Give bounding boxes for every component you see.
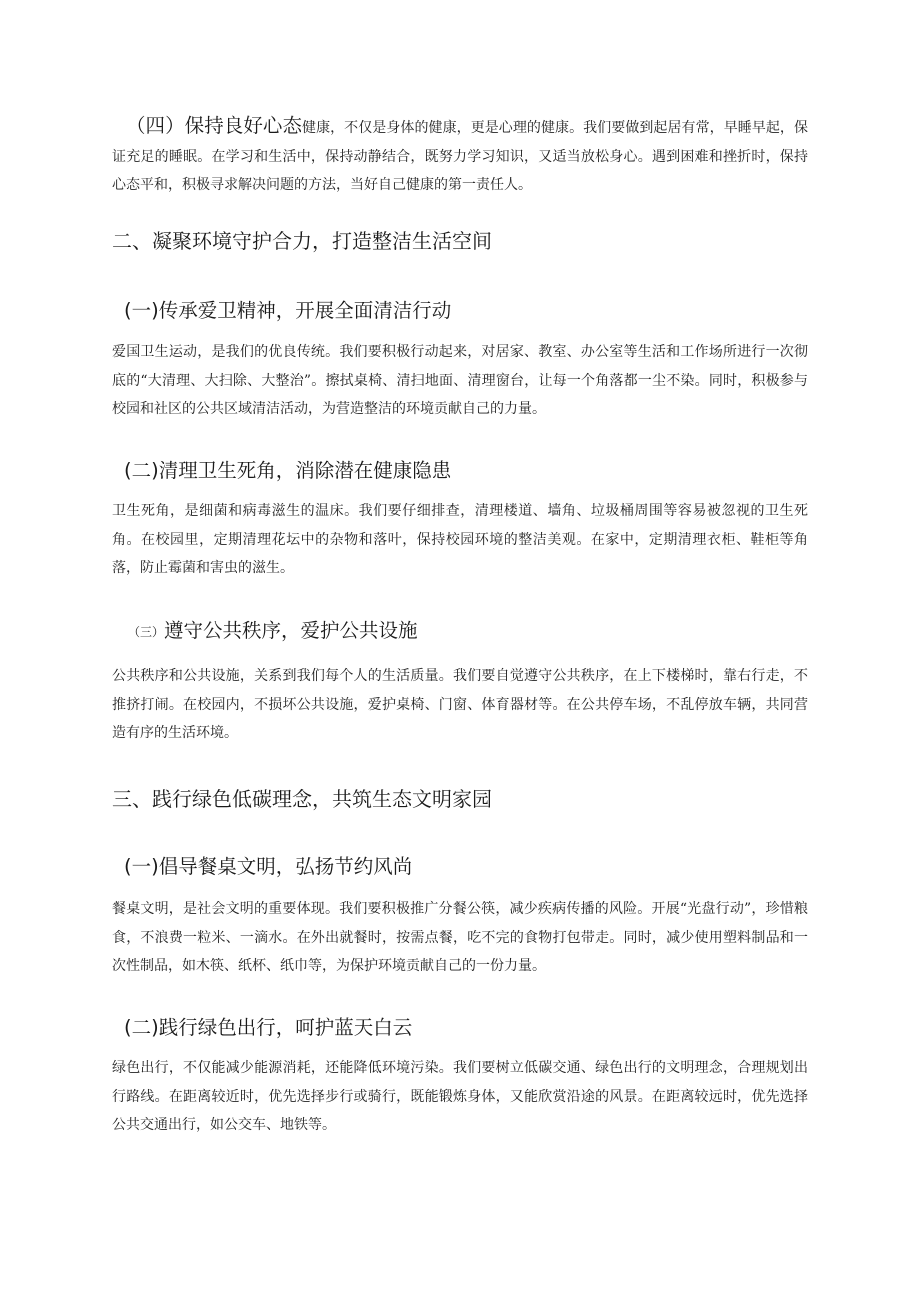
part-2-sub-2-heading: (二)清理卫生死角，消除潜在健康隐患 <box>124 459 452 482</box>
part-3-sub-1-block <box>112 895 808 981</box>
part-3-sub-2-text: 绿色出行，不仅能减少能源消耗，还能降低环境污染。我们要树立低碳交通、绿色出行的文明理念，合理规划出行路线。在距离较近时，优先选择步行或骑行，既能锻炼身体，又能欣赏沿途的风景。在距离较远时，优先选择公共交通出行，如公交车、地铁等。 <box>112 1060 808 1133</box>
part-3-sub-2-block <box>112 1054 808 1140</box>
part-2-sub-3-heading: 遵守公共秩序，爱护公共设施 <box>164 619 418 642</box>
part-3-sub-2-heading: (二)践行绿色出行，呵护蓝天白云 <box>124 1016 413 1039</box>
part-3-sub-1-heading: (一)倡导餐桌文明，弘扬节约风尚 <box>124 855 413 878</box>
section-4-heading: （四）保持良好心态 <box>126 114 303 137</box>
part-3-sub-1-text: 餐桌文明，是社会文明的重要体现。我们要积极推广分餐公筷，减少疾病传播的风险。开展“光盘行动”，珍惜粮食，不浪费一粒米、一滴水。在外出就餐时，按需点餐，吃不完的食物打包带走。同时，减少使用塑料制品和一次性制品，如木筷、纸杯、纸巾等，为保护环境贡献自己的一份力量。 <box>112 901 808 974</box>
section-4-paragraph <box>112 112 808 200</box>
part-2-sub-3-text: 公共秩序和公共设施，关系到我们每个人的生活质量。我们要自觉遵守公共秩序，在上下楼梯时，靠右行走，不推挤打闹。在校园内，不损坏公共设施，爱护桌椅、门窗、体育器材等。在公共停车场，不乱停放车辆，共同营造有序的生活环境。 <box>112 668 808 741</box>
part-2-sub-1-block <box>112 338 808 424</box>
part-2-sub-2-block <box>112 497 808 583</box>
part-2-sub-1-text: 爱国卫生运动，是我们的优良传统。我们要积极行动起来，对居家、教室、办公室等生活和工作场所进行一次彻底的“大清理、大扫除、大整治”。擦拭桌椅、清扫地面、清理窗台，让每一个角落都一尘不染。同时，积极参与校园和社区的公共区域清洁活动，为营造整洁的环境贡献自己的力量。 <box>112 344 808 417</box>
part-2-sub-3-heading-row <box>128 617 824 646</box>
section-4-text: 健康，不仅是身体的健康，更是心理的健康。我们要做到起居有常，早睡早起，保证充足的睡眠。在学习和生活中，保持动静结合，既努力学习知识，又适当放松身心。遇到困难和挫折时，保持心态平和，积极寻求解决问题的方法，当好自己健康的第一责任人。 <box>112 120 808 193</box>
part-3-title: 三、践行绿色低碳理念，共筑生态文明家园 <box>112 787 492 811</box>
part-2-sub-1-heading: (一)传承爱卫精神，开展全面清洁行动 <box>124 299 452 322</box>
part-2-sub-2-text: 卫生死角，是细菌和病毒滋生的温床。我们要仔细排查，清理楼道、墙角、垃圾桶周围等容易被忽视的卫生死角。在校园里，定期清理花坛中的杂物和落叶，保持校园环境的整洁美观。在家中，定期清理衣柜、鞋柜等角落，防止霉菌和害虫的滋生。 <box>112 503 808 576</box>
part-2-sub-3-block <box>112 662 808 748</box>
section-4-block <box>112 112 808 200</box>
part-2-title: 二、凝聚环境守护合力，打造整洁生活空间 <box>112 229 492 253</box>
part-2-sub-3-number: （三） <box>128 625 165 639</box>
